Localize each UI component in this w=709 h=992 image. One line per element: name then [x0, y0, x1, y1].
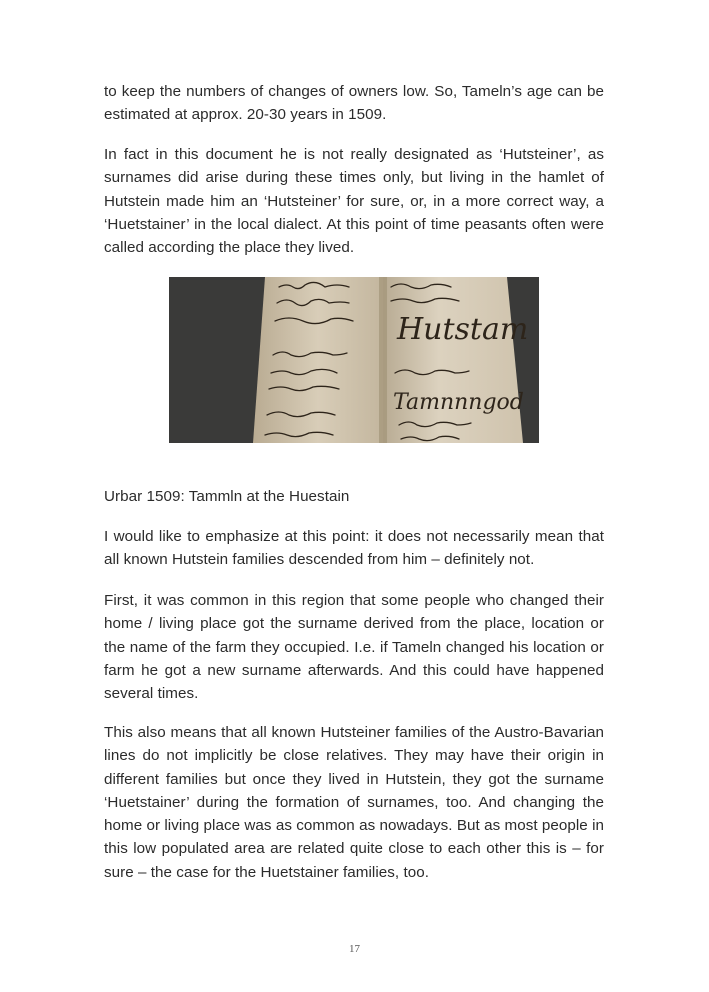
manuscript-illustration [169, 277, 539, 443]
paragraph-surname-custom: First, it was common in this region that some people who changed their home / living place got the surname derived from the place, location or the name of the farm they occupied. I.e. if Tameln changed his location or farm he got a new surname afterwards. And this could have happened several times. [104, 592, 604, 703]
book-spine [379, 277, 387, 443]
right-page [383, 277, 523, 443]
handwriting-tamnnngod: Tamnnngod [393, 390, 524, 415]
page-number: 17 [349, 943, 360, 955]
paragraph-relatives: This also means that all known Hutsteiner families of the Austro-Bavarian lines do not implicitly be close relatives. They may have their origin in different families but once they lived in Hutstein, they got the surname ‘Huetstainer’ during the formation of surnames, too. And changing the home or living place was as common as nowadays. But as most people in this low populated area are related quite close to each other this is – for sure – the case for the Huetstainer families, too. [104, 724, 604, 881]
handwriting-hutstam: Hutstam [397, 312, 529, 347]
figure-caption: Urbar 1509: Tammln at the Huestain [104, 488, 350, 505]
paragraph-emphasis: I would like to emphasize at this point: it does not necessarily mean that all known Hutstein families descended from him – definitely not. [104, 528, 604, 569]
paragraph-age-estimate: to keep the numbers of changes of owners low. So, Tameln’s age can be estimated at approx. 20-30 years in 1509. [104, 83, 604, 124]
manuscript-photo [169, 277, 539, 443]
paragraph-surname-origin: In fact in this document he is not really designated as ‘Hutsteiner’, as surnames did arise during these times only, but living in the hamlet of Hutstein made him an ‘Hutsteiner’ for sure, or, in a more correct way, a ‘Huetstainer’ in the local dialect. At this point of time peasants often were called according the place they lived. [104, 146, 604, 257]
left-page [253, 277, 383, 443]
